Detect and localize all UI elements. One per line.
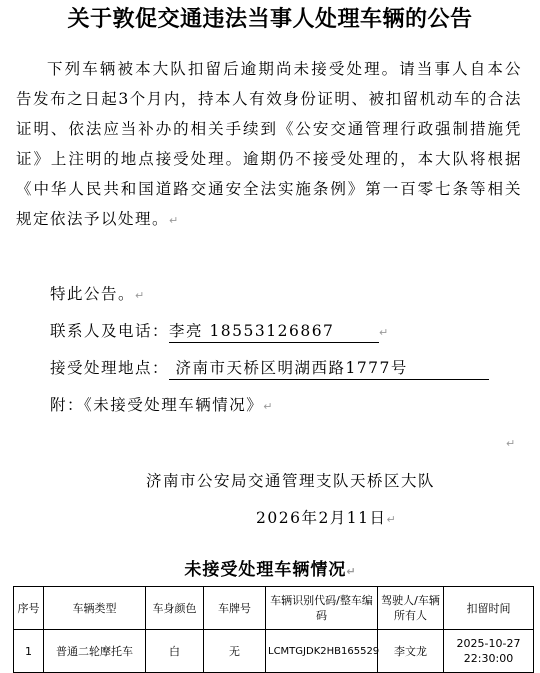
attachment-text: 附：《未接受处理车辆情况》 — [50, 396, 264, 414]
header-vehicle-type: 车辆类型 — [44, 587, 146, 630]
paragraph-mark-icon: ↵ — [386, 513, 396, 526]
cell-index: 1 — [14, 630, 44, 673]
header-plate: 车牌号 — [204, 587, 266, 630]
attachment-line — [50, 393, 272, 415]
header-driver: 驾驶人/车辆所有人 — [378, 587, 444, 630]
contact-value: 李亮 18553126867 — [169, 319, 379, 343]
signature: 济南市公安局交通管理支队天桥区大队 — [146, 472, 436, 490]
cell-detention-time: 2025-10-27 22:30:00 — [444, 630, 534, 673]
special-notice-line — [50, 282, 144, 304]
location-label: 接受处理地点： — [50, 359, 170, 377]
notice-body — [16, 54, 522, 236]
paragraph-mark-icon: ↵ — [346, 565, 356, 578]
location-value: 济南市天桥区明湖西路1777号 — [169, 356, 489, 380]
paragraph-mark-icon: ↵ — [379, 326, 389, 339]
contact-label: 联系人及电话： — [50, 322, 170, 340]
cell-body-color: 白 — [146, 630, 204, 673]
notice-body-text: 下列车辆被本大队扣留后逾期尚未接受处理。请当事人自本公告发布之日起3个月内，持本人有效身份证明、被扣留机动车的合法证明、依法应当补办的相关手续到《公安交通管理行政强制措施凭证》上注明的地点接受处理。逾期仍不接受处理的，本大队将根据《中华人民共和国道路交通安全法实施条例》第一百零七条等相关规定依法予以处理。 — [16, 60, 522, 228]
paragraph-mark-icon: ↵ — [263, 400, 273, 413]
header-vin: 车辆识别代码/整车编码 — [266, 587, 378, 630]
header-index: 序号 — [14, 587, 44, 630]
cell-vin: LCMTGJDK2HB165529 — [266, 630, 378, 673]
paragraph-mark-icon: ↵ — [506, 437, 516, 450]
paragraph-mark-icon: ↵ — [135, 289, 145, 302]
paragraph-mark-icon: ↵ — [169, 214, 179, 227]
signature-line — [146, 469, 435, 491]
date-line — [256, 506, 396, 528]
contact-line — [50, 319, 388, 343]
header-detention-time: 扣留时间 — [444, 587, 534, 630]
location-line — [50, 356, 489, 380]
notice-title: 关于敦促交通违法当事人处理车辆的公告 — [67, 6, 473, 32]
cell-plate: 无 — [204, 630, 266, 673]
special-notice: 特此公告。 — [50, 285, 136, 303]
vehicle-table — [13, 586, 534, 673]
table-row — [14, 630, 534, 673]
table-header-row — [14, 587, 534, 630]
header-body-color: 车身颜色 — [146, 587, 204, 630]
cell-driver: 李文龙 — [378, 630, 444, 673]
table-title: 未接受处理车辆情况↵ — [184, 560, 356, 580]
notice-date: 2026年2月11日 — [256, 509, 387, 527]
cell-vehicle-type: 普通二轮摩托车 — [44, 630, 146, 673]
